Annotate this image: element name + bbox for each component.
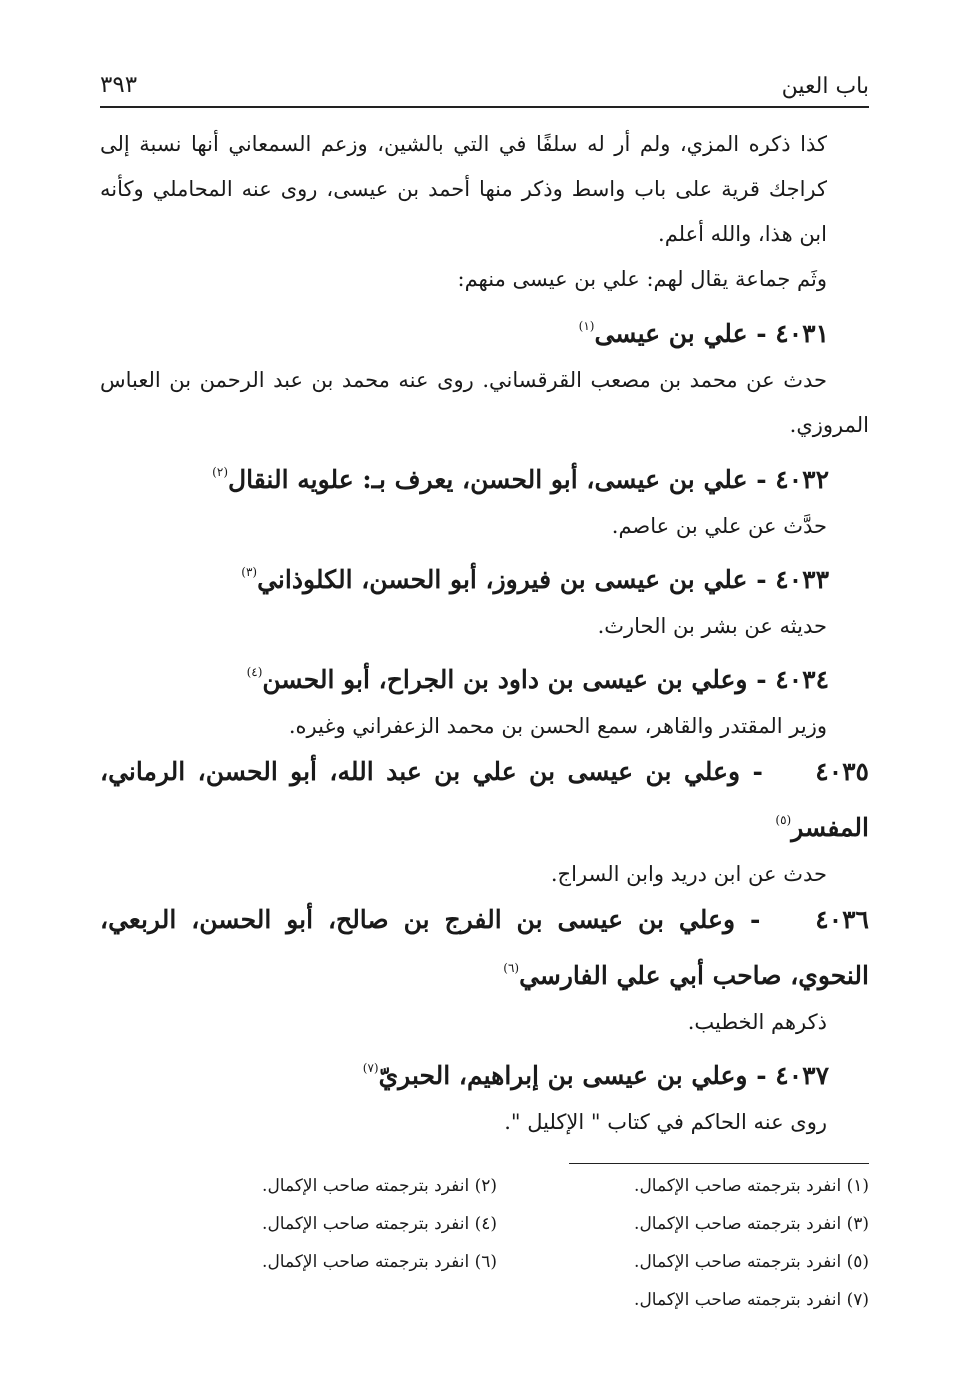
chapter-title: باب العين [781, 74, 869, 99]
footnote-marker: (٣) [241, 565, 258, 579]
entry-name: علي بن عيسى، أبو الحسن، يعرف بـ: علويه النقال [228, 465, 748, 494]
entry-name: علي بن عيسى [594, 319, 748, 348]
running-header [100, 62, 869, 108]
main-text [100, 122, 869, 1144]
entry-name: وعلي بن عيسى بن داود بن الجراح، أبو الحسن [262, 665, 748, 694]
entry-heading: ٤٠٣٤ - وعلي بن عيسى بن داود بن الجراح، أبو الحسن$^{(٤)}$ [246, 665, 829, 694]
entry-name: وعلي بن عيسى بن إبراهيم، الحبريّ [378, 1061, 748, 1090]
entry-heading: ٤٠٣٧ - وعلي بن عيسى بن إبراهيم، الحبريّ$^{(٧)}$ [362, 1061, 829, 1090]
entry-heading: ٤٠٣٢ - علي بن عيسى، أبو الحسن، يعرف بـ: علويه النقال$^{(٢)}$ [212, 465, 829, 494]
entry-number: ٤٠٣٢ [775, 465, 829, 494]
footnote-2: (٢) انفرد بترجمته صاحب الإكمال. [262, 1176, 497, 1196]
page-number: ٣٩٣ [100, 72, 138, 98]
footnote-marker: (٦) [503, 961, 520, 975]
footnote-marker: (١) [578, 319, 595, 333]
footnote-5: (٥) انفرد بترجمته صاحب الإكمال. [634, 1252, 869, 1272]
footnote-7: (٧) انفرد بترجمته صاحب الإكمال. [634, 1290, 869, 1310]
intro-lead-in: وثَم جماعة يقال لهم: علي بن عيسى منهم: [457, 267, 827, 291]
entry-heading: ٤٠٣٥ - وعلي بن عيسى بن علي بن عبد الله، أبو الحسن، الرماني، المفسر$^{(٥)}$ [100, 757, 869, 842]
footnote-1: (١) انفرد بترجمته صاحب الإكمال. [634, 1176, 869, 1196]
entry-description: روى عنه الحاكم في كتاب " الإكليل ". [504, 1110, 827, 1134]
entry-heading: ٤٠٣٦ - وعلي بن عيسى بن الفرج بن صالح، أبو الحسن، الربعي، النحوي، صاحب أبي علي الفارسي$^{(٦)}$ [100, 905, 869, 990]
footnote-3: (٣) انفرد بترجمته صاحب الإكمال. [634, 1214, 869, 1234]
footnote-marker: (٥) [775, 813, 792, 827]
entry-number: ٤٠٣١ [775, 319, 829, 348]
entry-name: وعلي بن عيسى بن الفرج بن صالح، أبو الحسن، الربعي، النحوي، صاحب أبي علي الفارسي [100, 905, 869, 990]
entry-description: حديثه عن بشر بن الحارث. [597, 614, 827, 638]
intro-paragraph: كذا ذكره المزي، ولم أر له سلفًا في التي بالشين، وزعم السمعاني أنها نسبة إلى كراجك قرية على باب واسط وذكر منها أحمد بن عيسى، روى عنه المحاملي وكأنه ابن هذا، والله أعلم. [100, 132, 827, 246]
entry-name: علي بن عيسى بن فيروز، أبو الحسن، الكلوذاني [257, 565, 748, 594]
entry-description: ذكرهم الخطيب. [687, 1010, 827, 1034]
entry-heading: ٤٠٣٣ - علي بن عيسى بن فيروز، أبو الحسن، الكلوذاني$^{(٣)}$ [241, 565, 829, 594]
entry-description: وزير المقتدر والقاهر، سمع الحسن بن محمد الزعفراني وغيره. [288, 714, 827, 738]
footnote-marker: (٢) [212, 465, 228, 479]
entry-heading: ٤٠٣١ - علي بن عيسى$^{(١)}$ [578, 319, 829, 348]
entry-number: ٤٠٣٦ [815, 905, 869, 934]
entry-description: حدث عن ابن دريد وابن السراج. [550, 862, 827, 886]
entry-name: وعلي بن عيسى بن علي بن عبد الله، أبو الحسن، الرماني، المفسر [100, 757, 869, 842]
entry-description: حدَّث عن علي بن عاصم. [611, 514, 827, 538]
footnote-4: (٤) انفرد بترجمته صاحب الإكمال. [262, 1214, 497, 1234]
footnote-marker: (٧) [362, 1061, 379, 1075]
entry-number: ٤٠٣٣ [775, 565, 829, 594]
footnote-6: (٦) انفرد بترجمته صاحب الإكمال. [262, 1252, 497, 1272]
footnote-separator [569, 1163, 869, 1164]
entry-number: ٤٠٣٤ [775, 665, 829, 694]
entry-number: ٤٠٣٥ [815, 757, 869, 786]
footnote-marker: (٤) [246, 665, 263, 679]
entry-description: حدث عن محمد بن مصعب القرقساني. روى عنه محمد بن عبد الرحمن بن العباس المروزي. [100, 368, 869, 437]
entry-number: ٤٠٣٧ [775, 1061, 829, 1090]
